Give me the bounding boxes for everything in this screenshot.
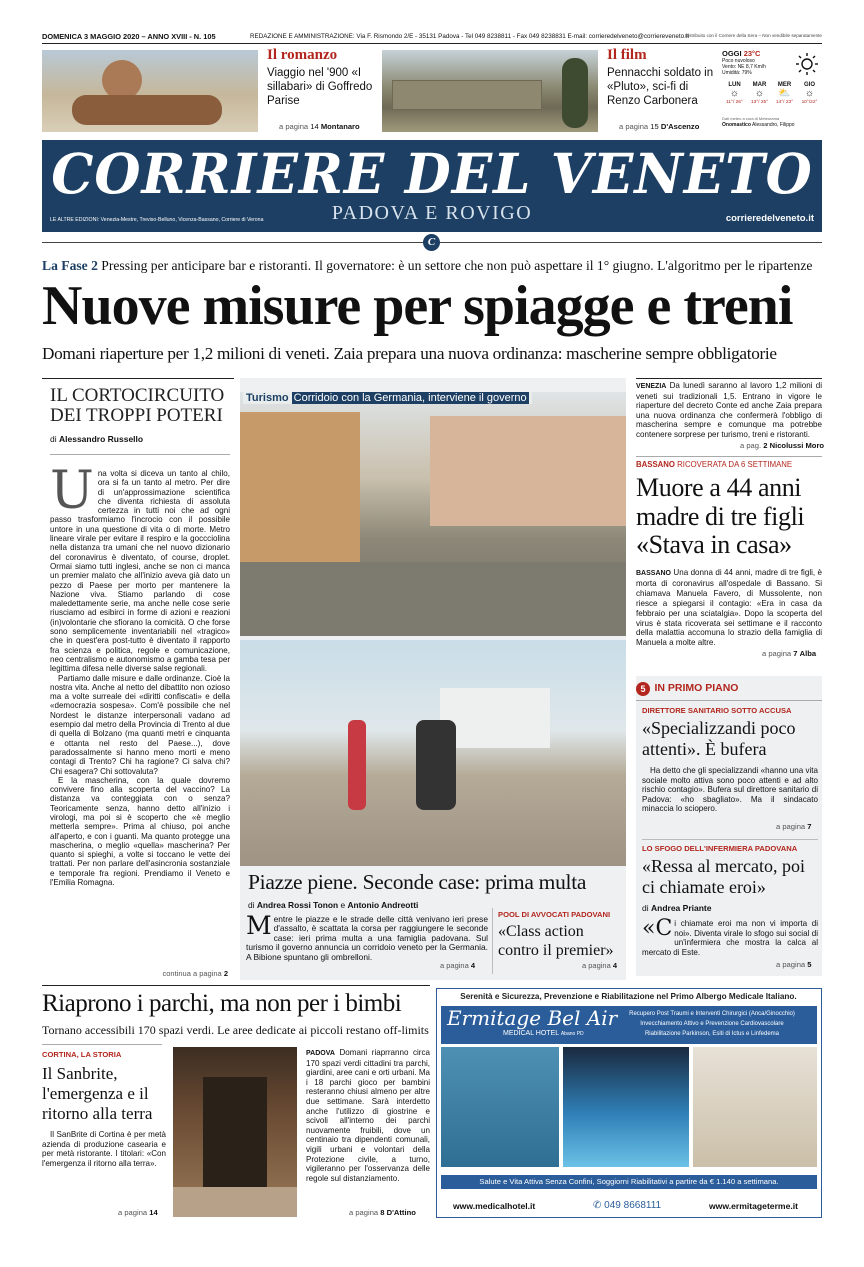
teaser-film-text: Pennacchi soldato in «Pluto», sci-fi di Renzo Carbonera bbox=[607, 67, 714, 107]
sun-icon: ☼ bbox=[804, 88, 815, 99]
onomastico: Onomastico Alessandro, Filippo bbox=[722, 122, 795, 128]
top-bar bbox=[42, 30, 822, 44]
editorial-rule bbox=[42, 378, 234, 379]
distribution-note: Distribuito con il Corriere della Sera – Non vendibile separatamente bbox=[684, 33, 822, 38]
ad-website-2[interactable]: www.ermitageterme.it bbox=[709, 1201, 798, 1211]
masthead-edition: PADOVA E ROVIGO bbox=[331, 202, 533, 224]
ad-website-1[interactable]: www.medicalhotel.it bbox=[453, 1201, 536, 1211]
parchi-body: PADOVA Domani riaprranno circa 170 spazi verdi cittadini tra parchi, giardini, aree cani e orti urbani. Ma i 18 parchi gioco per bambini resteranno chiusi almeno per altre due settimane. Sarà interdetto anche l'utilizzo di giostrine e scivoli all'interno dei parchi nuovamente fruibili, dove un centinaio tra dipendenti comunali, vigili urbani e volontari della Protezione civile, a turno, vigileranno per l'osservanza delle regole sul distanziamento. bbox=[306, 1048, 430, 1183]
forecast-day: MER ⛅ 14°/ 23° bbox=[772, 82, 797, 114]
teaser-romanzo-title: Il romanzo bbox=[267, 47, 338, 63]
photo-story-ref: a pagina 4 bbox=[440, 961, 476, 970]
other-editions: LE ALTRE EDIZIONI: Venezia-Mestre, Treviso-Belluno, Vicenza-Bassano, Corriere di Verona bbox=[50, 217, 264, 223]
turismo-tag[interactable]: Turismo Corridoio con la Germania, interviene il governo bbox=[243, 392, 532, 404]
primo-piano-header bbox=[636, 679, 738, 697]
page-number-badge: 5 bbox=[636, 682, 650, 696]
parchi-headline[interactable]: Riaprono i parchi, ma non per i bimbi bbox=[42, 990, 402, 1017]
sun-icon: ☼ bbox=[729, 88, 740, 99]
teaser-photo-romanzo bbox=[42, 50, 258, 132]
ad-phone[interactable]: ✆ 049 8668111 bbox=[593, 1200, 662, 1211]
redazione-info: REDAZIONE E AMMINISTRAZIONE: Via F. Rismondo 2/E - 35131 Padova - Tel 049 8238811 - Fax 049 8238831 E-mail: corrieredelveneto@corriereveneto.it bbox=[250, 33, 689, 40]
editorial-continua[interactable]: continua a pagina 2 bbox=[162, 969, 228, 978]
photo-story-byline: di Andrea Rossi Tonon e Antonio Andreotti bbox=[248, 900, 419, 910]
ad-photo-pool bbox=[441, 1047, 559, 1167]
cortina-ref: a pagina 14 bbox=[118, 1208, 158, 1217]
venezia-ref: a pag. 2 Nicolussi Moro bbox=[740, 441, 825, 450]
primo-piano-item-1[interactable] bbox=[642, 706, 818, 814]
bassano-kicker: BASSANO RICOVERATA DA 6 SETTIMANE bbox=[636, 460, 793, 469]
bassano-headline[interactable]: Muore a 44 anni madre di tre figli «Stava in casa» bbox=[636, 473, 805, 559]
parchi-ref: a pagina 8 D'Attino bbox=[349, 1208, 416, 1217]
photo-sanbrite bbox=[173, 1047, 297, 1217]
weather-wind: Vento: NE 8,7 Km/h bbox=[722, 64, 766, 70]
masthead bbox=[42, 140, 822, 232]
pool-kicker: POOL DI AVVOCATI PADOVANI bbox=[498, 910, 611, 919]
teaser-film-ref: a pagina 15 D'Ascenzo bbox=[619, 122, 700, 131]
parchi-subhead: Tornano accessibili 170 spazi verdi. Le aree dedicate ai piccoli restano off-limits bbox=[42, 1023, 429, 1037]
editorial-byline: di Alessandro Russello bbox=[50, 434, 144, 444]
weather-humidity: Umidità: 79% bbox=[722, 70, 752, 76]
phone-icon: ✆ bbox=[593, 1200, 602, 1211]
forecast-day: MAR ☼ 13°/ 25° bbox=[747, 82, 772, 114]
editorial-body: Una volta si diceva un tanto al chilo, ora si fa un tanto al metro. Per dire di un'approssimazione scientifica che diventa richiesta di assoluta certezza in tutti noi che ad ogni passo trasformiamo l'incrocio con il possibile untore in una questione di vita o di morte. Metro lineare virale per evitare il respiro e la goccciolina nella distanza tra umani che nel nuovo dizionario del coronavirus è diventato, of course, droplet. Ormai siamo tutti inglesi, anche se non ci manca un premier malato che all'inizio aveva già dato un pezzo di Paese per morto per mantenere la Nazione viva. Stiamo parlando di cose maledettamente serie, ma anche nelle cose serie riusciamo ad esibirci in forme di azioni e reazioni (in)volontarie che sfiorano la comicità. O che forse sono semplicemente inventariabili nel «tragico» che in quest'era post-tutto è diventato il rapporto fra scienza e politica, regole e comunicazione, neo centralismo e autonomismo a gamba tesa per legittima difesa nelle diverse salse regionali. Partiamo dalle misure e dalle ordinanze. Cioè la nostra vita. Anche al netto del dibattito non ozioso ma a volte surreale dei «diritti confiscati» e della «democrazia sospesa». Com'è possibile che nel Nordest le distanze interpersonali vadano ad esempio dal metro della Provincia di Trento al due di quella di Bolzano (ma quanti metri e cinquanta e ottanta nel resto del Paese...), dove paradossalmente si hanno meno morti e meno contagi di Trento? Chi ha ragione? Ci salva chi? Chi esagera? Chi sottovaluta? E la mascherina, con la quale dovremo convivere fino alla scoperta del vaccino? La distanza va conteggiata con o senza? Teoricamente senza, hanno detto all'inizio i virologi, ma poi si è scoperto che «è meglio metterla sempre». Prima al chiuso, poi anche all'aperto, e con i guanti. Ma quanto protegge una mascherina, o meglio «quella» mascherina? Per quanto si spieghi, a volte si toccano le vette dei trattati. Per non parlare dell'asincronia sostanziale e temporale fra regioni. Prendiamo il Veneto e l'Emilia Romagna. bbox=[50, 461, 230, 888]
teaser-film[interactable] bbox=[607, 47, 715, 108]
photo-beach bbox=[240, 640, 626, 866]
photo-piazza bbox=[240, 392, 626, 636]
teaser-romanzo-text: Viaggio nel '900 «I sillabari» di Goffredo Parise bbox=[267, 67, 373, 107]
ad-banner-top bbox=[441, 1006, 817, 1044]
pool-story[interactable] bbox=[498, 910, 624, 960]
logo-badge: C bbox=[423, 234, 440, 251]
bassano-body: BASSANO Una donna di 44 anni, madre di tre figli, è morta di coronavirus all'ospedale di Bassano. Si chiamava Manuela Favero, di Mussolente, non riesce a spiegarsi il contagio: «Era in casa da febbraio per una sciatalgia». Dopo la scoperta del virus è stata ricoverata sei settimane e il racconto della malattia accomuna lo strazio della famiglia di Manuela a molte altre. bbox=[636, 568, 822, 648]
pool-headline: «Class action contro il premier» bbox=[498, 923, 614, 959]
photo-story-body: Mentre le piazze e le strade delle città venivano ieri prese d'assalto, è scattata la corsa per raggiungere le seconde case: ieri prima multa a una famiglia padovana. Sul turismo il governo annuncia un corridoio veneto per la Germania. A Bibione spuntano gli ombrelloni. bbox=[246, 911, 488, 962]
forecast-day: GIO ☼ 10°/22° bbox=[797, 82, 822, 114]
teaser-photo-film bbox=[382, 50, 598, 132]
teaser-romanzo[interactable] bbox=[267, 47, 375, 108]
issue-date: DOMENICA 3 MAGGIO 2020 – ANNO XVIII - N. 105 bbox=[42, 32, 216, 41]
weather-today: OGGI 23°C bbox=[722, 49, 761, 58]
ad-photo-rehab bbox=[693, 1047, 817, 1167]
venezia-story[interactable]: VENEZIA Da lunedì saranno al lavoro 1,2 milioni di veneti sui tradizionali 1,5. Entrano in vigore le riaperture del decreto Conte ed anche Zaia prepara una nuova ordinanza che confermerà l'obbligo di mascherina sempre e comunque ma potrebbe contenere sorprese per turismo, treni e ristoranti. bbox=[636, 381, 822, 439]
editorial[interactable] bbox=[50, 385, 230, 978]
lead-kicker: La Fase 2 Pressing per anticipare bar e ristoranti. Il governatore: è un settore che non può aspettare il 1° giugno. L'algoritmo per le ripartenze bbox=[42, 258, 813, 273]
lead-headline[interactable]: Nuove misure per spiagge e treni bbox=[42, 275, 793, 337]
weather-forecast bbox=[722, 82, 822, 114]
teaser-romanzo-ref: a pagina 14 Montanaro bbox=[279, 122, 360, 131]
cortina-headline: Il Sanbrite, l'emergenza e il ritorno alla terra bbox=[42, 1064, 153, 1123]
item2-byline: di Andrea Priante bbox=[642, 903, 712, 913]
weather-credit: Dati meteo a cura di Meteorama bbox=[722, 116, 780, 121]
lead-subhead: Domani riaperture per 1,2 milioni di veneti. Zaia prepara una nuova ordinanza: mascherine sempre obbligatorie bbox=[42, 344, 777, 363]
right-rule bbox=[636, 378, 822, 379]
partly-cloudy-icon: ⛅ bbox=[778, 88, 791, 99]
weather-box bbox=[722, 49, 822, 133]
cortina-body: Il SanBrite di Cortina è per metà azienda di produzione casearia e per metà ristorante. I titolari: «Con l'emergenza il ritorno alla terra». bbox=[42, 1130, 166, 1168]
cortina-story[interactable] bbox=[42, 1050, 166, 1168]
bassano-ref: a pagina 7 Alba bbox=[762, 649, 817, 658]
sun-icon bbox=[796, 53, 818, 75]
editorial-title: IL CORTOCIRCUITO DEI TROPPI POTERI bbox=[50, 385, 225, 426]
website-url[interactable]: corrieredelveneto.it bbox=[725, 213, 814, 224]
item2-ref: a pagina 5 bbox=[776, 960, 812, 969]
photo-story-headline[interactable]: Piazze piene. Seconde case: prima multa bbox=[248, 870, 587, 894]
sun-icon: ☼ bbox=[754, 88, 765, 99]
item1-headline: «Specializzandi poco attenti». È bufera bbox=[642, 718, 796, 759]
ad-brand-sub: MEDICAL HOTEL Abano PD bbox=[503, 1030, 584, 1037]
item1-body: Ha detto che gli specializzandi «hanno una vita sociale molto attiva sono poco attenti e ad alto rischio contagio». Bufera sul direttore sanitario di Padova: «ho sbagliato». Ma il sindacato minaccia lo sciopero. bbox=[642, 766, 818, 814]
ad-tagline: Serenità e Sicurezza, Prevenzione e Riabilitazione nel Primo Albergo Medicale Italiano. bbox=[460, 992, 797, 1001]
primo-piano-label: IN PRIMO PIANO bbox=[654, 682, 739, 694]
item1-kicker: DIRETTORE SANITARIO SOTTO ACCUSA bbox=[642, 706, 792, 715]
item2-body: «Ci chiamate eroi ma non vi importa di noi». Diventa virale lo sfogo sui social di un'infermiera che mostra la calca al mercato di Este. bbox=[642, 916, 818, 957]
ad-brand: Ermitage Bel Air bbox=[447, 1006, 618, 1030]
item1-ref: a pagina 7 bbox=[776, 822, 812, 831]
ad-banner-offer: Salute e Vita Attiva Senza Confini, Soggiorni Riabilitativi a partire da € 1.140 a settimana. bbox=[441, 1175, 817, 1189]
item2-kicker: LO SFOGO DELL'INFERMIERA PADOVANA bbox=[642, 844, 798, 853]
item2-headline: «Ressa al mercato, poi ci chiamate eroi» bbox=[642, 856, 805, 897]
ad-services: Recupero Post Traumi e Interventi Chirurgici (Anca/Ginocchio) Invecchiamento Attivo e Prevenzione Cardiovascolare Riabilitazione Parkinson, Esiti di Ictus e Linfedema bbox=[629, 1011, 795, 1037]
masthead-title: CORRIERE DEL VENETO bbox=[51, 141, 813, 207]
weather-condition: Poco nuvoloso bbox=[722, 58, 755, 64]
pool-ref: a pagina 4 bbox=[582, 961, 618, 970]
forecast-day: LUN ☼ 11°/ 26° bbox=[722, 82, 747, 114]
advertisement[interactable] bbox=[436, 988, 822, 1218]
primo-piano-item-2[interactable] bbox=[642, 844, 818, 957]
ad-photo-hotel bbox=[563, 1047, 689, 1167]
teaser-film-title: Il film bbox=[607, 47, 647, 63]
cortina-kicker: CORTINA, LA STORIA bbox=[42, 1050, 122, 1059]
